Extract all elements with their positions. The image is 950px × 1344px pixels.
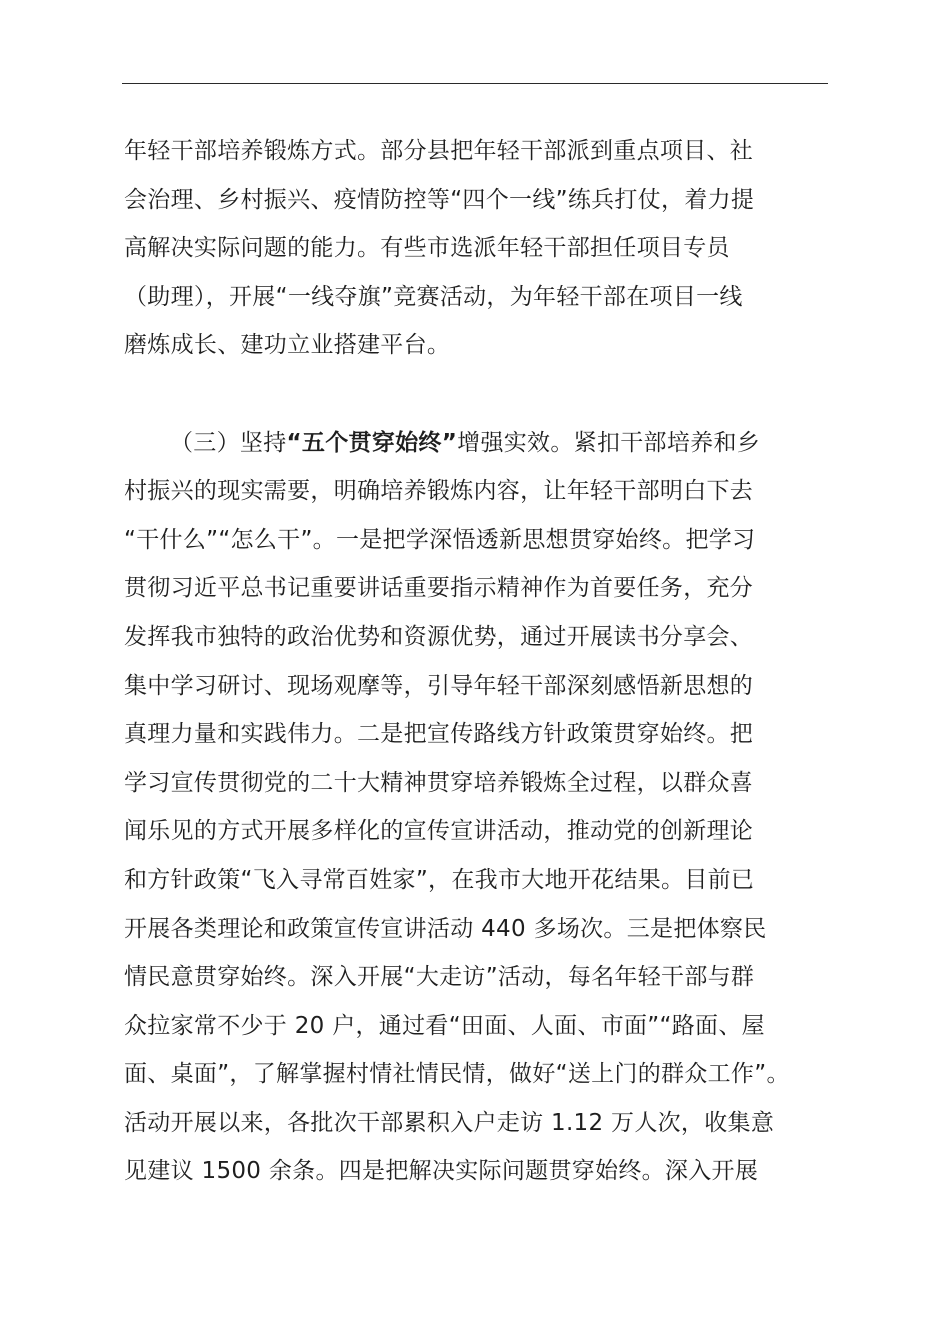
section-heading-prefix: （三）坚持 [170, 429, 287, 456]
text-line: 贯彻习近平总书记重要讲话重要指示精神作为首要任务，充分 [124, 575, 754, 602]
document-body [124, 127, 844, 1196]
text-line: 闻乐见的方式开展多样化的宣传宣讲活动，推动党的创新理论 [124, 818, 754, 845]
text-line: 和方针政策“飞入寻常百姓家”，在我市大地开花结果。目前已 [124, 866, 755, 893]
text-line: 活动开展以来，各批次干部累积入户走访 1.12 万人次，收集意 [124, 1109, 775, 1136]
paragraph-2 [124, 419, 844, 1197]
text-line: 发挥我市独特的政治优势和资源优势，通过开展读书分享会、 [124, 623, 754, 650]
paragraph-1 [124, 127, 844, 370]
text-line: 高解决实际问题的能力。有些市选派年轻干部担任项目专员 [124, 235, 730, 262]
text-line: 会治理、乡村振兴、疫情防控等“四个一线”练兵打仗，着力提 [124, 186, 755, 213]
text-line: 学习宣传贯彻党的二十大精神贯穿培养锻炼全过程，以群众喜 [124, 769, 754, 796]
section-heading-suffix: 增强实效。紧扣干部培养和乡 [457, 429, 761, 456]
text-line: 集中学习研讨、现场观摩等，引导年轻干部深刻感悟新思想的 [124, 672, 754, 699]
text-line: 面、桌面”，了解掌握村情社情民情，做好“送上门的群众工作”。 [124, 1061, 790, 1088]
header-rule [122, 83, 828, 84]
text-line: 见建议 1500 余条。四是把解决实际问题贯穿始终。深入开展 [124, 1158, 759, 1185]
paragraph-spacer [124, 370, 844, 419]
text-line: 年轻干部培养锻炼方式。部分县把年轻干部派到重点项目、社 [124, 138, 754, 164]
text-line: 情民意贯穿始终。深入开展“大走访”活动，每名年轻干部与群 [124, 964, 755, 991]
text-line: 开展各类理论和政策宣传宣讲活动 440 多场次。三是把体察民 [124, 915, 767, 942]
paragraph-2-first-line [124, 419, 844, 468]
text-line: 真理力量和实践伟力。二是把宣传路线方针政策贯穿始终。把 [124, 721, 754, 748]
text-line: （助理），开展“一线夺旗”竞赛活动，为年轻干部在项目一线 [124, 283, 743, 310]
section-heading-bold: “五个贯穿始终” [286, 429, 458, 456]
text-line: 磨炼成长、建功立业搭建平台。 [124, 332, 451, 359]
text-line: “干什么”“怎么干”。一是把学深悟透新思想贯穿始终。把学习 [124, 526, 756, 553]
text-line: 村振兴的现实需要，明确培养锻炼内容，让年轻干部明白下去 [124, 478, 754, 505]
text-line: 众拉家常不少于 20 户，通过看“田面、人面、市面”“路面、屋 [124, 1012, 765, 1039]
